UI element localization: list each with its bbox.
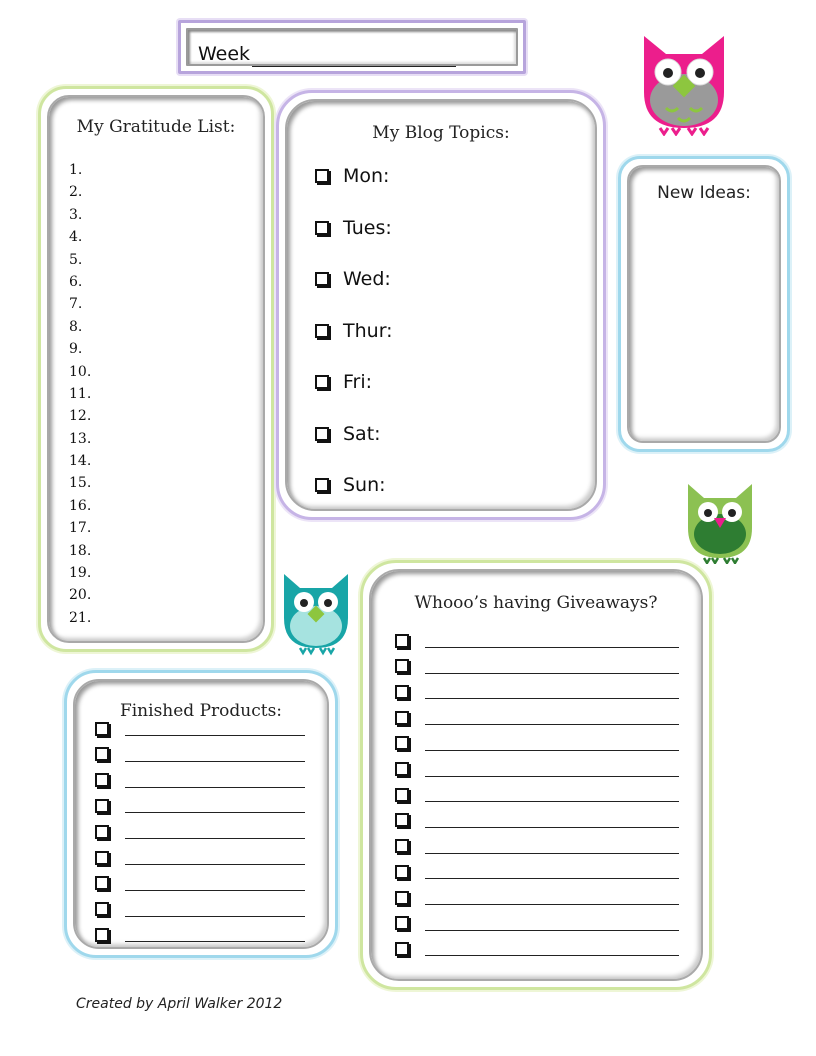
checklist-row: [395, 916, 679, 931]
week-line[interactable]: [252, 66, 456, 67]
gratitude-item[interactable]: 17.: [69, 520, 92, 537]
checkbox[interactable]: [395, 762, 409, 776]
checkbox[interactable]: [315, 427, 329, 441]
gratitude-item[interactable]: 9.: [69, 341, 83, 358]
checklist-row: [95, 798, 305, 813]
gratitude-item[interactable]: 4.: [69, 229, 83, 246]
checkbox[interactable]: [395, 942, 409, 956]
write-line[interactable]: [425, 890, 679, 905]
write-line[interactable]: [425, 633, 679, 648]
checkbox[interactable]: [395, 891, 409, 905]
gratitude-item[interactable]: 21.: [69, 609, 92, 626]
checklist-row: [395, 787, 679, 802]
blog-day-row: [315, 423, 381, 445]
checklist-row: [95, 824, 305, 839]
gratitude-item[interactable]: 15.: [69, 475, 92, 492]
checklist-row: [95, 773, 305, 788]
checkbox[interactable]: [395, 634, 409, 648]
write-line[interactable]: [425, 684, 679, 699]
finished-products-panel: [64, 670, 338, 958]
checklist-row: [95, 876, 305, 891]
gratitude-list: [69, 159, 91, 629]
write-line[interactable]: [125, 721, 305, 736]
blog-day-row: [315, 371, 372, 393]
gratitude-item[interactable]: 20.: [69, 587, 92, 604]
checkbox[interactable]: [395, 865, 409, 879]
footer-credit: Created by April Walker 2012: [76, 996, 283, 1012]
gratitude-item[interactable]: 7.: [69, 296, 83, 313]
checklist-row: [395, 762, 679, 777]
blog-day-label: Fri:: [343, 371, 373, 393]
blog-title: My Blog Topics:: [372, 123, 510, 143]
write-line[interactable]: [125, 927, 305, 942]
giveaways-title: Whooo’s having Giveaways?: [414, 593, 658, 613]
gratitude-item[interactable]: 5.: [69, 251, 83, 268]
checkbox[interactable]: [395, 659, 409, 673]
write-line[interactable]: [425, 710, 679, 725]
gratitude-item[interactable]: 16.: [69, 497, 92, 514]
gratitude-item[interactable]: 3.: [69, 206, 83, 223]
checkbox[interactable]: [395, 813, 409, 827]
new-ideas-panel[interactable]: [618, 156, 790, 452]
checklist-row: [395, 839, 679, 854]
gratitude-item[interactable]: 1.: [69, 162, 83, 178]
write-line[interactable]: [425, 787, 679, 802]
blog-day-row: [315, 320, 393, 342]
write-line[interactable]: [425, 659, 679, 674]
checklist-row: [95, 721, 305, 736]
checklist-row: [95, 927, 305, 942]
write-line[interactable]: [425, 813, 679, 828]
checkbox[interactable]: [315, 221, 329, 235]
checkbox[interactable]: [315, 375, 329, 389]
blog-day-row: [315, 165, 389, 187]
gratitude-item[interactable]: 8.: [69, 318, 83, 335]
write-line[interactable]: [425, 762, 679, 777]
gratitude-item[interactable]: 2.: [69, 184, 83, 201]
checkbox[interactable]: [95, 876, 109, 890]
checklist-row: [95, 850, 305, 865]
write-line[interactable]: [425, 864, 679, 879]
checklist-row: [395, 659, 679, 674]
teal-owl-icon: [278, 570, 354, 656]
checklist-row: [95, 747, 305, 762]
write-line[interactable]: [125, 850, 305, 865]
write-line[interactable]: [125, 747, 305, 762]
checkbox[interactable]: [315, 478, 329, 492]
checkbox[interactable]: [95, 799, 109, 813]
checklist-row: [395, 813, 679, 828]
checklist-row: [395, 633, 679, 648]
checkbox[interactable]: [95, 747, 109, 761]
blog-day-row: [315, 268, 391, 290]
pink-owl-icon: [636, 32, 732, 136]
gratitude-item[interactable]: 14.: [69, 453, 92, 470]
write-line[interactable]: [125, 824, 305, 839]
gratitude-title: My Gratitude List:: [76, 117, 236, 137]
green-owl-icon: [682, 480, 758, 564]
checklist-row: [395, 684, 679, 699]
checklist-row: [395, 890, 679, 905]
checkbox[interactable]: [395, 736, 409, 750]
gratitude-item[interactable]: 13.: [69, 430, 92, 447]
checkbox[interactable]: [395, 916, 409, 930]
checklist-row: [395, 941, 679, 956]
write-line[interactable]: [125, 876, 305, 891]
week-label: Week: [198, 43, 251, 65]
gratitude-item[interactable]: 6.: [69, 273, 83, 290]
write-line[interactable]: [125, 798, 305, 813]
blog-day-row: [315, 474, 386, 496]
finished-title: Finished Products:: [119, 701, 283, 721]
gratitude-item[interactable]: 10.: [69, 363, 92, 380]
write-line[interactable]: [425, 941, 679, 956]
checkbox[interactable]: [315, 324, 329, 338]
giveaways-panel: [360, 560, 712, 990]
checkbox[interactable]: [395, 711, 409, 725]
checklist-row: [395, 736, 679, 751]
gratitude-item[interactable]: 12.: [69, 408, 92, 425]
checkbox[interactable]: [95, 825, 109, 839]
week-box: [178, 20, 526, 74]
write-line[interactable]: [425, 839, 679, 854]
blog-day-label: Wed:: [343, 268, 391, 290]
checkbox[interactable]: [395, 788, 409, 802]
blog-day-label: Sun:: [343, 474, 386, 496]
write-line[interactable]: [425, 736, 679, 751]
gratitude-item[interactable]: 18.: [69, 542, 92, 559]
checklist-row: [95, 902, 305, 917]
checklist-row: [395, 710, 679, 725]
blog-day-label: Tues:: [343, 216, 392, 239]
write-line[interactable]: [425, 916, 679, 931]
write-line[interactable]: [125, 773, 305, 788]
checkbox[interactable]: [95, 773, 109, 787]
blog-day-row: [315, 217, 392, 239]
blog-day-label: Thur:: [343, 319, 393, 342]
checkbox[interactable]: [395, 685, 409, 699]
gratitude-item[interactable]: 11.: [69, 385, 92, 402]
checkbox[interactable]: [315, 169, 329, 183]
checkbox[interactable]: [95, 902, 109, 916]
gratitude-item[interactable]: 19.: [69, 565, 92, 582]
checkbox[interactable]: [95, 851, 109, 865]
checkbox[interactable]: [395, 839, 409, 853]
blog-day-label: Sat:: [343, 422, 381, 445]
write-line[interactable]: [125, 902, 305, 917]
checkbox[interactable]: [315, 272, 329, 286]
checkbox[interactable]: [95, 928, 109, 942]
checkbox[interactable]: [95, 722, 109, 736]
gratitude-panel: [38, 86, 274, 652]
blog-topics-panel: [276, 90, 606, 520]
checklist-row: [395, 864, 679, 879]
blog-day-label: Mon:: [343, 165, 390, 187]
ideas-title: New Ideas:: [657, 183, 751, 203]
